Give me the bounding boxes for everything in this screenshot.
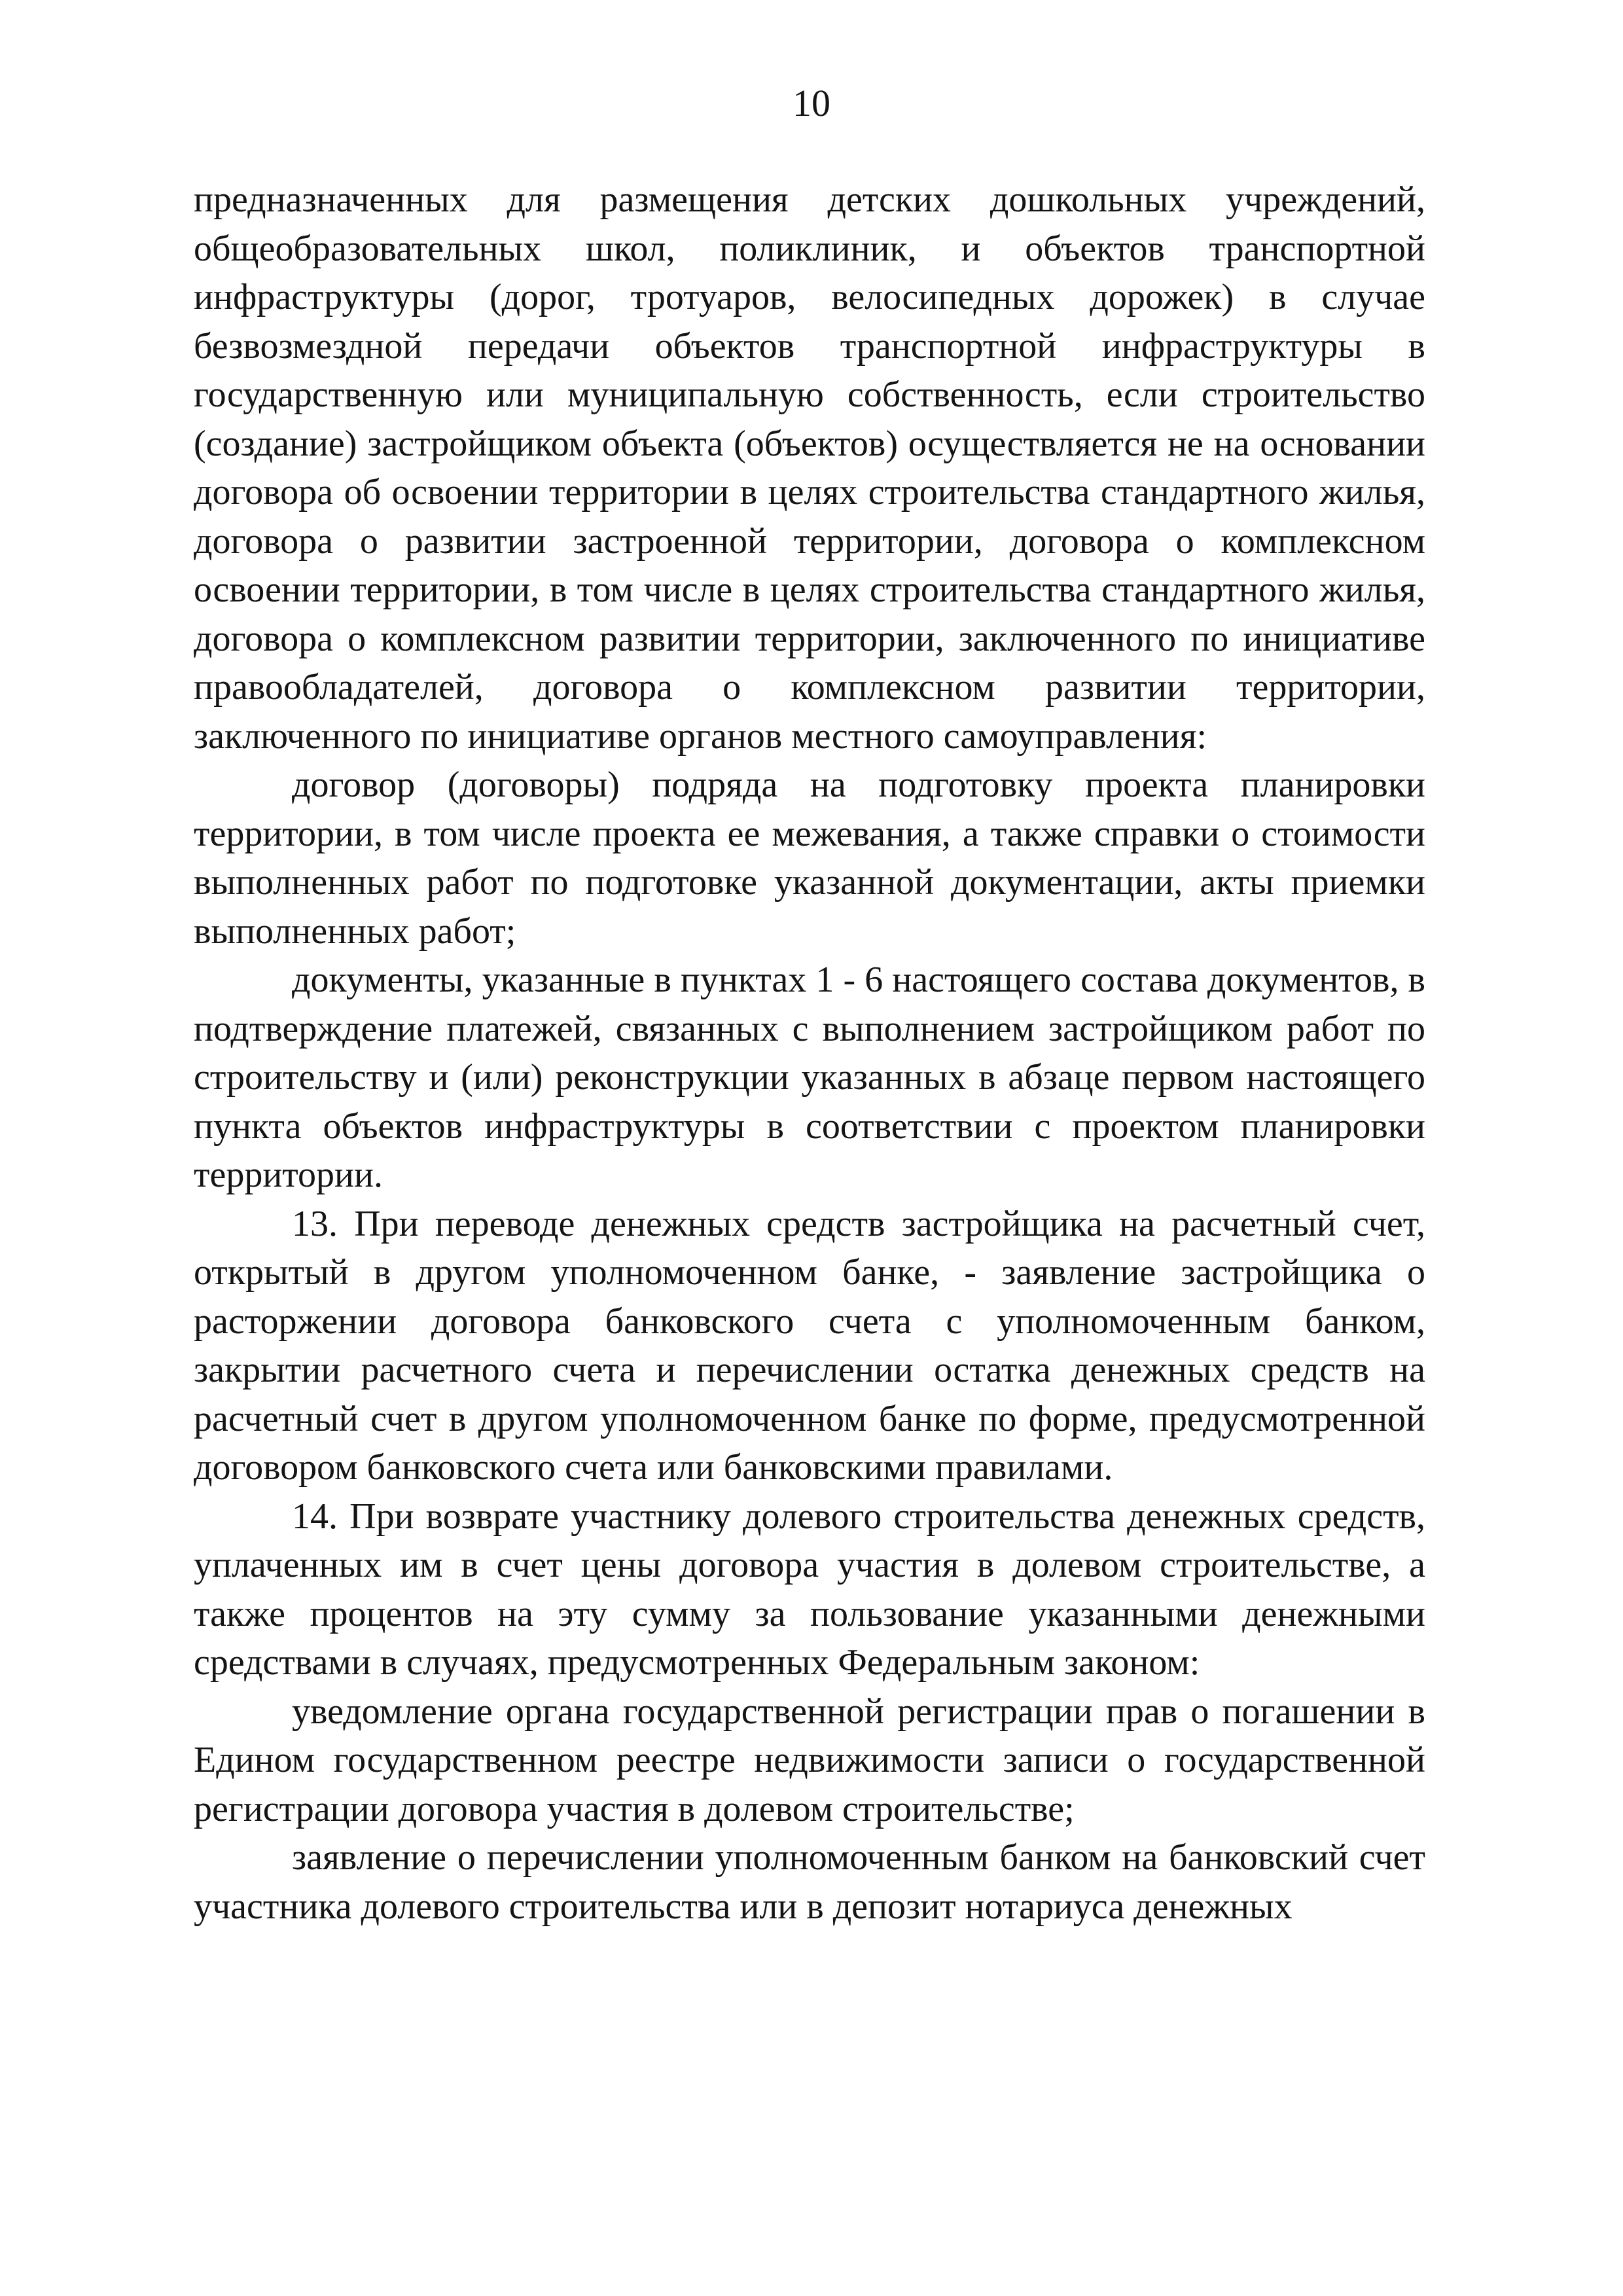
paragraph-application: заявление о перечислении уполномоченным банком на банковский счет участника долевого строительства или в депозит нотариуса денежных [194, 1837, 1425, 1927]
paragraph-item-13: 13. При переводе денежных средств застройщика на расчетный счет, открытый в другом уполномоченном банке, - заявление застройщика о расторжении договора банковского счета с уполномоченным банком, закрытии расчетного счета и перечислении остатка денежных средств на расчетный счет в другом уполномоченном банке по форме, предусмотренной договором банковского счета или банковскими правилами. [194, 1203, 1425, 1488]
paragraph-notification: уведомление органа государственной регистрации прав о погашении в Едином государственном реестре недвижимости записи о государственной регистрации договора участия в долевом строительстве; [194, 1691, 1425, 1829]
page-number: 10 [793, 82, 830, 124]
document-body [194, 175, 1425, 1931]
paragraph-documents-payments: документы, указанные в пунктах 1 - 6 настоящего состава документов, в подтверждение платежей, связанных с выполнением застройщиком работ по строительству и (или) реконструкции указанных в абзаце первом настоящего пункта объектов инфраструктуры в соответствии с проектом планировки территории. [194, 960, 1425, 1195]
paragraph-contract-planning: договор (договоры) подряда на подготовку проекта планировки территории, в том числе проекта ее межевания, а также справки о стоимости выполненных работ по подготовке указанной документации, акты приемки выполненных работ; [194, 764, 1425, 952]
paragraph-continuation: предназначенных для размещения детских дошкольных учреждений, общеобразовательных школ, поликлиник, и объектов транспортной инфраструктуры (дорог, тротуаров, велосипедных дорожек) в случае безвозмездной передачи объектов транспортной инфраструктуры в государственную или муниципальную собственность, если строительство (создание) застройщиком объекта (объектов) осуществляется не на основании договора об освоении территории в целях строительства стандартного жилья, договора о развитии застроенной территории, договора о комплексном освоении территории, в том числе в целях строительства стандартного жилья, договора о комплексном развитии территории, заключенного по инициативе правообладателей, договора о комплексном развитии территории, заключенного по инициативе органов местного самоуправления: [194, 179, 1425, 757]
paragraph-item-14: 14. При возврате участнику долевого строительства денежных средств, уплаченных им в счет цены договора участия в долевом строительстве, а также процентов на эту сумму за пользование указанными денежными средствами в случаях, предусмотренных Федеральным законом: [194, 1496, 1425, 1683]
